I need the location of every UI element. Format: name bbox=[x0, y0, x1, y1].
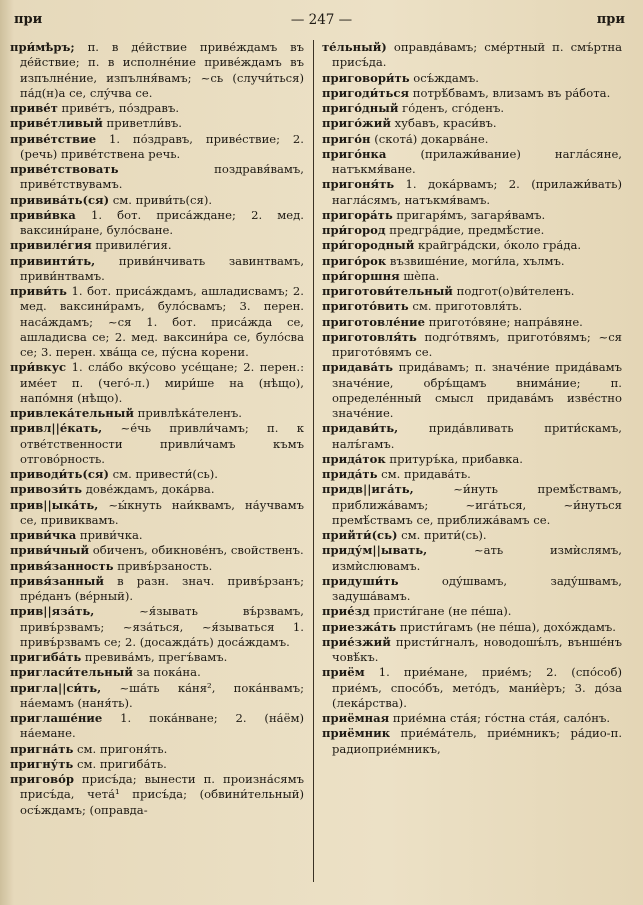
dictionary-entry: приви́чка приви́чка. bbox=[10, 528, 143, 542]
dictionary-entry: привива́ть(ся) см. приви́ть(ся). bbox=[10, 192, 213, 207]
dictionary-entry: приви́ть 1. бот. приса́ждамъ, ашладисвамъ; 2. мед. ваксини́рамъ, було́свамъ; 3. перен. наса́ждамъ; ~ся 1. бот. приса́жда се, ашладисва се; 2. мед. ваксини́ра се, було́сва се; 3. перен. хва́ща се, пу́сна корени. bbox=[10, 284, 304, 359]
dictionary-entry: пригла||си́ть, ~ша́ть ка́ня², пока́нвамъ; на́емамъ (наня́ть). bbox=[10, 680, 304, 710]
page-number: — 247 — bbox=[290, 12, 353, 28]
dictionary-entry: приём 1. прие́мане, прие́мъ; 2. (спо́соб) прие́мъ, спосо́бъ, мето́дъ, мани́ѐръ; 3. до́за (лека́рства). bbox=[322, 665, 622, 710]
dictionary-entry: привя́занность привъ́рзаность. bbox=[10, 558, 213, 573]
dictionary-entry: приго́н (скота́) докарва́не. bbox=[322, 131, 489, 146]
dictionary-entry: приве́т приве́тъ, по́здравъ. bbox=[10, 101, 180, 115]
dictionary-entry: придв||ига́ть, ~и́нуть премѣ́ствамъ, приближа́вамъ; ~ига́ться, ~и́нуться премѣ́ствамъ се, приближа́вамъ се. bbox=[322, 482, 622, 527]
dictionary-entry: приве́тствие 1. по́здравъ, приве́ствие; 2. (речь) приве́тствена речь. bbox=[10, 131, 304, 161]
dictionary-entry: при́город предгра́дие, предмѣ́стие. bbox=[322, 223, 545, 237]
dictionary-entry: прида́ток притуръ́ка, прибавка. bbox=[322, 451, 523, 466]
dictionary-entry: пригласи́тельный за пока́на. bbox=[10, 665, 201, 680]
dictionary-entry: приговори́ть осъ́ждамъ. bbox=[322, 70, 479, 85]
dictionary-entry: приёмник прие́ма́тель, прие́мникъ; ра́дио-п. радиоприе́мникъ, bbox=[322, 726, 622, 756]
dictionary-entry: прие́зжий присти́гналъ, новодошъ́лъ, външе́нъ човѣ́къ. bbox=[322, 634, 622, 664]
dictionary-entry: прие́зд присти́гане (не пе́ша). bbox=[322, 604, 512, 619]
dictionary-entry: приго́дный го́денъ, сго́денъ. bbox=[322, 101, 505, 115]
dictionary-entry: те́льный) оправда́вамъ; сме́ртный п. смъ́ртна присъ́да. bbox=[322, 40, 622, 70]
dictionary-entry: привинти́ть, приви́нчивать завинтвамъ, приви́нтвамъ. bbox=[10, 253, 304, 283]
dictionary-entry: приго́рок възвише́ние, моги́ла, хълмъ. bbox=[322, 253, 565, 268]
dictionary-entry: пригну́ть см. пригиба́ть. bbox=[10, 756, 167, 771]
dictionary-entry: привози́ть дове́ждамъ, дока́рва. bbox=[10, 482, 215, 497]
dictionary-entry: прийти́(сь) см. прити́(сь). bbox=[322, 528, 487, 542]
dictionary-entry: приго́нка (прилажи́вание) нагла́сяне, натъкмя́ване. bbox=[322, 146, 622, 176]
dictionary-entry: привлека́тельный привлѣка́теленъ. bbox=[10, 406, 242, 420]
dictionary-entry: пригна́ть см. пригоня́ть. bbox=[10, 741, 168, 756]
dictionary-entry: пригоди́ться потрѣ́бвамъ, влизамъ въ ра́бота. bbox=[322, 85, 611, 100]
dictionary-entry: придуши́ть оду́швамъ, заду́швамъ, задуша́вамъ. bbox=[322, 573, 622, 603]
dictionary-entry: приводи́ть(ся) см. привести́(сь). bbox=[10, 467, 218, 481]
dictionary-entry: приви́чный обиченъ, обикнове́нъ, свойственъ. bbox=[10, 543, 304, 558]
dictionary-entry: приду́м||ывать, ~ать измѝслямъ, измѝслювамъ. bbox=[322, 543, 622, 573]
header-left-guide-word: при bbox=[14, 12, 43, 27]
dictionary-entry: приго́жий хубавъ, краси́въ. bbox=[322, 116, 497, 131]
dictionary-entry: приве́тствовать поздравя́вамъ, приве́тствувамъ. bbox=[10, 162, 304, 192]
dictionary-entry: приёмная прие́мна ста́я; го́стна ста́я, сало́нъ. bbox=[322, 711, 611, 725]
dictionary-entry: приготови́тельный подгот(о)ви́теленъ. bbox=[322, 284, 575, 298]
dictionary-entry: пригово́р присъ́да; вынести п. произна́сямъ присъ́да, чета́¹ присъ́да; (обвини́тельный) осъ́ждамъ; (оправда- bbox=[10, 772, 304, 817]
header-right-guide-word: при bbox=[596, 12, 625, 27]
dictionary-entry: приве́тливый приветли́въ. bbox=[10, 116, 182, 131]
dictionary-entry: приви́вка 1. бот. приса́ждане; 2. мед. ваксини́ране, було́сване. bbox=[10, 207, 304, 237]
right-column bbox=[322, 40, 622, 757]
dictionary-entry: привл||е́кать, ~е́чь привли́чамъ; п. к отве́тственности привли́чамъ къмъ отгово́рность. bbox=[10, 421, 304, 466]
dictionary-entry: привиле́гия привиле́гия. bbox=[10, 238, 172, 253]
dictionary-entry: прида́ть см. придава́ть. bbox=[322, 467, 471, 481]
dictionary-entry: прив||ыка́ть, ~ы́кнуть наи́квамъ, на́учвамъ се, привиквамъ. bbox=[10, 497, 304, 527]
dictionary-entry: придава́ть прида́вамъ; п. значе́ние прида́вамъ значе́ние, обръ́щамъ внима́ние; п. определе́нный смысл придава́мъ изве́стно значе́ние. bbox=[322, 360, 622, 420]
dictionary-entry: привя́занный в разн. знач. привъ́рзанъ; пре́данъ (ве́рный). bbox=[10, 573, 304, 603]
column-divider bbox=[313, 40, 314, 882]
dictionary-entry: при́вкус 1. сла́бо вку́сово усе́щане; 2. перен.: име́ет п. (чего́-л.) мири́ше на (нѣщо), напо́мня (нѣщо). bbox=[10, 360, 304, 405]
dictionary-entry: прив||яза́ть, ~я́зывать въ́рзвамъ, привъ́рзвамъ; ~яза́ться, ~я́зываться 1. привъ́рзвамъ се; 2. (досажда́ть) доса́ждамъ. bbox=[10, 604, 304, 649]
dictionary-entry: пригора́ть пригаря́мъ, загаря́вамъ. bbox=[322, 207, 546, 222]
dictionary-entry: придави́ть, прида́вливать прити́скамъ, налъ́гамъ. bbox=[322, 421, 622, 451]
dictionary-entry: при́мѣръ; п. в де́йствие приве́ждамъ въ де́йствие; п. в исполне́ние приве́ждамъ въ изпълне́ние, изпълня́вамъ; ~сь (случи́ться) па́д(н)а се, слу́чва се. bbox=[10, 40, 304, 100]
dictionary-entry: при́городный крайгра́дски, о́коло гра́да. bbox=[322, 238, 582, 253]
dictionary-entry: пригоня́ть 1. дока́рвамъ; 2. (прилажи́вать) нагла́сямъ, натъкмя́вамъ. bbox=[322, 177, 622, 207]
dictionary-entry: при́горшня шѐпа. bbox=[322, 268, 440, 283]
dictionary-entry: приготовля́ть подго́твямъ, пригото́вямъ; ~ся пригото́вямъ се. bbox=[322, 329, 622, 359]
dictionary-entry: приготовле́ние пригото́вяне; напра́вяне. bbox=[322, 314, 583, 329]
left-column bbox=[10, 40, 304, 818]
dictionary-entry: приезжа́ть присти́гамъ (не пе́ша), дохо́ждамъ. bbox=[322, 619, 616, 634]
dictionary-entry: пригото́вить см. приготовля́ть. bbox=[322, 299, 523, 314]
dictionary-entry: пригиба́ть превива́мъ, прегъ́вамъ. bbox=[10, 650, 228, 664]
dictionary-entry: приглаше́ние 1. пока́нване; 2. (на́ём) на́емане. bbox=[10, 711, 304, 741]
page-header bbox=[0, 10, 643, 32]
